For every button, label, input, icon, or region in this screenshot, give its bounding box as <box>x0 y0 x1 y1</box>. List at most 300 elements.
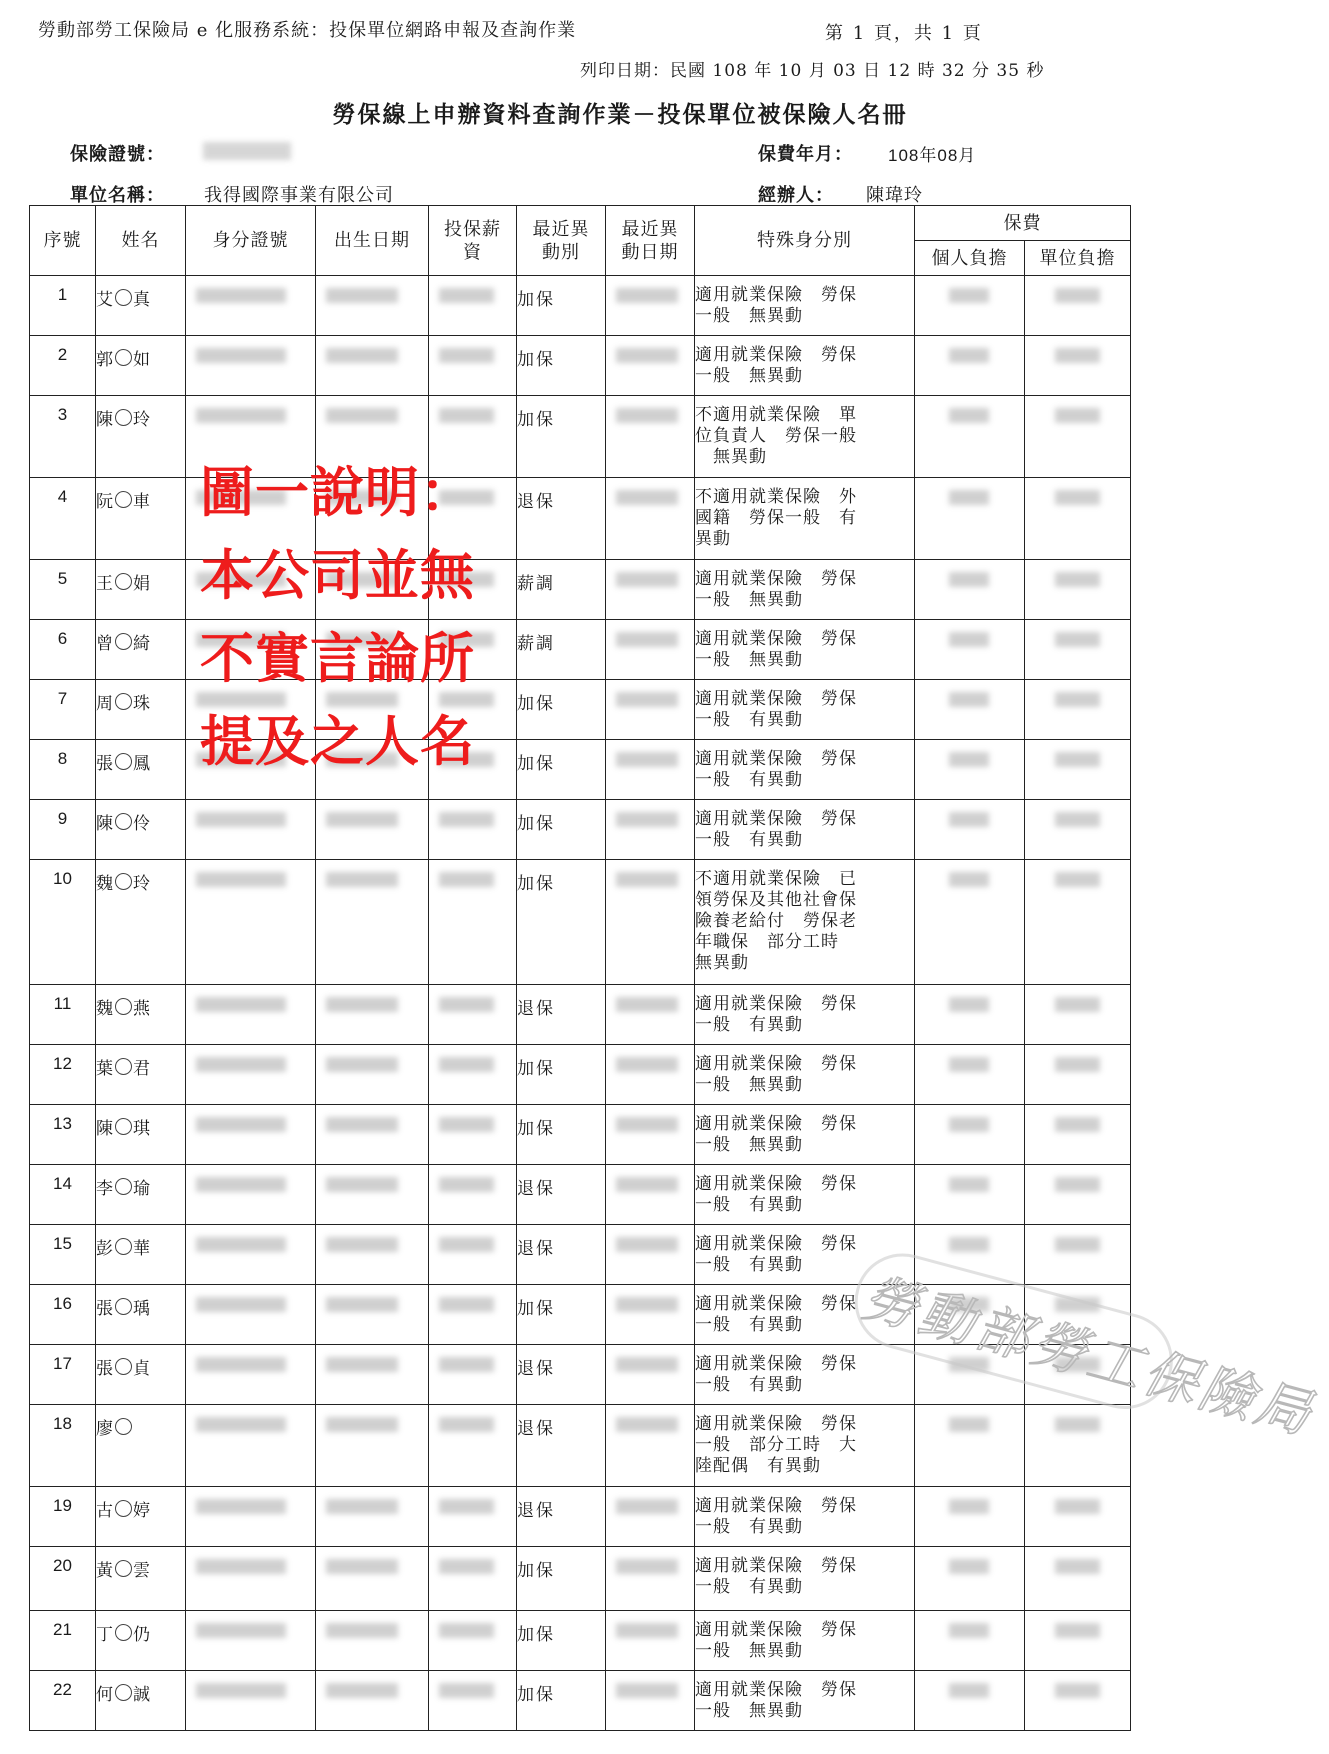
redaction-blur <box>326 1357 398 1372</box>
birth-date-redacted <box>316 1405 429 1487</box>
name-first-char: 古 <box>96 1501 114 1521</box>
salary-redacted <box>429 1045 517 1105</box>
name-last-char: 瑀 <box>133 1299 151 1319</box>
name-mask-circle <box>115 1358 132 1375</box>
redaction-blur <box>1055 1499 1100 1514</box>
change-date-redacted <box>606 1165 695 1225</box>
fee-unit-redacted <box>1025 336 1131 396</box>
redaction-blur <box>1055 490 1100 505</box>
col-header-change-type: 最近異動別 <box>517 206 606 276</box>
agency-watermark-stamp: 勞動部勞工保險局 <box>840 1233 1199 1437</box>
change-type: 加保 <box>517 1671 606 1731</box>
table-row <box>30 1547 1131 1611</box>
table-row <box>30 1671 1131 1731</box>
fee-unit-redacted <box>1025 800 1131 860</box>
insured-name <box>96 620 186 680</box>
redaction-blur <box>949 1357 989 1372</box>
row-number: 18 <box>30 1405 96 1487</box>
birth-date-redacted <box>316 1045 429 1105</box>
redaction-blur <box>196 812 286 827</box>
system-title: 勞動部勞工保險局 e 化服務系統：投保單位網路申報及查詢作業 <box>38 20 577 41</box>
name-first-char: 郭 <box>96 350 114 370</box>
fee-personal-redacted <box>915 478 1025 560</box>
redaction-blur <box>196 1237 286 1252</box>
redaction-blur <box>616 812 678 827</box>
change-date-redacted <box>606 1045 695 1105</box>
name-last-char: 君 <box>133 1059 151 1079</box>
table-row <box>30 478 1131 560</box>
redaction-blur <box>196 1057 286 1072</box>
redaction-blur <box>196 288 286 303</box>
redaction-blur <box>196 1683 286 1698</box>
special-status: 適用就業保險 勞保 一般 有異動 <box>695 800 915 860</box>
redaction-blur <box>616 490 678 505</box>
insurance-cert-label: 保險證號： <box>70 144 165 165</box>
row-number: 11 <box>30 985 96 1045</box>
redaction-blur <box>949 752 989 767</box>
fee-personal-redacted <box>915 1611 1025 1671</box>
name-mask-circle <box>115 873 132 890</box>
redaction-blur <box>616 1057 678 1072</box>
salary-redacted <box>429 1165 517 1225</box>
col-header-fee-personal: 個人負擔 <box>915 241 1025 276</box>
change-type: 加保 <box>517 1045 606 1105</box>
name-first-char: 李 <box>96 1179 114 1199</box>
name-last-char: 貞 <box>133 1359 151 1379</box>
salary-redacted <box>429 1105 517 1165</box>
overlay-note <box>200 629 475 689</box>
name-mask-circle <box>115 1058 132 1075</box>
change-type: 退保 <box>517 1345 606 1405</box>
redaction-blur <box>326 1559 398 1574</box>
redaction-blur <box>616 752 678 767</box>
change-date-redacted <box>606 1225 695 1285</box>
birth-date-redacted <box>316 985 429 1045</box>
redaction-blur <box>326 997 398 1012</box>
redaction-blur <box>949 572 989 587</box>
redaction-blur <box>949 1417 989 1432</box>
redaction-blur <box>616 872 678 887</box>
salary-redacted <box>429 1487 517 1547</box>
redaction-blur <box>949 1237 989 1252</box>
row-number: 13 <box>30 1105 96 1165</box>
id-number-redacted <box>186 1285 316 1345</box>
id-number-redacted <box>186 1165 316 1225</box>
redaction-blur <box>1055 812 1100 827</box>
change-date-redacted <box>606 1105 695 1165</box>
redaction-blur <box>1055 1297 1100 1312</box>
change-type: 加保 <box>517 276 606 336</box>
birth-date-redacted <box>316 276 429 336</box>
change-type: 加保 <box>517 336 606 396</box>
table-row <box>30 336 1131 396</box>
table-row <box>30 1487 1131 1547</box>
insured-name <box>96 800 186 860</box>
name-mask-circle <box>115 289 132 306</box>
redaction-blur <box>1055 1417 1100 1432</box>
table-row <box>30 1105 1131 1165</box>
fee-month-label: 保費年月： <box>758 144 853 165</box>
redaction-blur <box>326 288 398 303</box>
name-last-char: 雲 <box>133 1561 151 1581</box>
name-mask-circle <box>115 1178 132 1195</box>
change-date-redacted <box>606 1345 695 1405</box>
fee-unit-redacted <box>1025 1345 1131 1405</box>
redaction-blur <box>326 1297 398 1312</box>
table-row <box>30 1345 1131 1405</box>
row-number: 17 <box>30 1345 96 1405</box>
col-header-birth: 出生日期 <box>316 206 429 276</box>
change-date-redacted <box>606 276 695 336</box>
insured-roster-table <box>29 205 1131 1731</box>
redaction-blur <box>616 1117 678 1132</box>
redaction-blur <box>439 1057 494 1072</box>
redaction-blur <box>949 1499 989 1514</box>
salary-redacted <box>429 985 517 1045</box>
redaction-blur <box>616 1237 678 1252</box>
redaction-blur <box>326 872 398 887</box>
birth-date-redacted <box>316 860 429 985</box>
fee-unit-redacted <box>1025 1285 1131 1345</box>
name-mask-circle <box>115 1684 132 1701</box>
change-type: 加保 <box>517 740 606 800</box>
redaction-blur <box>1055 1357 1100 1372</box>
overlay-note-line: 提及之人名 <box>200 710 475 773</box>
row-number: 2 <box>30 336 96 396</box>
row-number: 16 <box>30 1285 96 1345</box>
fee-unit-redacted <box>1025 680 1131 740</box>
redaction-blur <box>949 490 989 505</box>
redaction-blur <box>949 288 989 303</box>
row-number: 20 <box>30 1547 96 1611</box>
insured-name <box>96 276 186 336</box>
overlay-note <box>200 546 475 606</box>
name-mask-circle <box>115 1560 132 1577</box>
redaction-blur <box>1055 1237 1100 1252</box>
birth-date-redacted <box>316 1105 429 1165</box>
insurance-cert-value-redacted <box>203 142 291 160</box>
fee-unit-redacted <box>1025 1405 1131 1487</box>
redaction-blur <box>616 1177 678 1192</box>
redaction-blur <box>1055 1683 1100 1698</box>
special-status: 適用就業保險 勞保 一般 有異動 <box>695 1345 915 1405</box>
change-date-redacted <box>606 1547 695 1611</box>
redaction-blur <box>439 288 494 303</box>
fee-personal-redacted <box>915 1225 1025 1285</box>
redaction-blur <box>439 1117 494 1132</box>
fee-unit-redacted <box>1025 860 1131 985</box>
fee-unit-redacted <box>1025 1045 1131 1105</box>
change-type: 加保 <box>517 860 606 985</box>
name-mask-circle <box>115 1118 132 1135</box>
table-row <box>30 1165 1131 1225</box>
fee-personal-redacted <box>915 620 1025 680</box>
col-header-fee-unit: 單位負擔 <box>1025 241 1131 276</box>
redaction-blur <box>326 1683 398 1698</box>
row-number: 10 <box>30 860 96 985</box>
insured-name <box>96 396 186 478</box>
name-last-char: 珠 <box>133 694 151 714</box>
redaction-blur <box>949 1559 989 1574</box>
overlay-note <box>200 712 475 772</box>
redaction-blur <box>326 1117 398 1132</box>
table-row <box>30 396 1131 478</box>
redaction-blur <box>1055 1623 1100 1638</box>
change-type: 退保 <box>517 1165 606 1225</box>
overlay-note-line: 不實言論所 <box>200 627 475 690</box>
redaction-blur <box>1055 632 1100 647</box>
insured-name <box>96 336 186 396</box>
table-row <box>30 680 1131 740</box>
row-number: 21 <box>30 1611 96 1671</box>
name-first-char: 阮 <box>96 492 114 512</box>
fee-personal-redacted <box>915 1285 1025 1345</box>
name-first-char: 黃 <box>96 1561 114 1581</box>
redaction-blur <box>196 872 286 887</box>
special-status: 適用就業保險 勞保 一般 無異動 <box>695 620 915 680</box>
redaction-blur <box>1055 1057 1100 1072</box>
name-first-char: 陳 <box>96 410 114 430</box>
name-mask-circle <box>115 753 132 770</box>
id-number-redacted <box>186 336 316 396</box>
name-last-char: 燕 <box>133 999 151 1019</box>
salary-redacted <box>429 1225 517 1285</box>
table-row <box>30 800 1131 860</box>
redaction-blur <box>616 288 678 303</box>
change-date-redacted <box>606 680 695 740</box>
redaction-blur <box>1055 1559 1100 1574</box>
col-header-name: 姓名 <box>96 206 186 276</box>
redaction-blur <box>1055 752 1100 767</box>
name-mask-circle <box>115 1500 132 1517</box>
redaction-blur <box>949 1177 989 1192</box>
table-row <box>30 860 1131 985</box>
fee-unit-redacted <box>1025 1611 1131 1671</box>
fee-personal-redacted <box>915 680 1025 740</box>
redaction-blur <box>1055 1177 1100 1192</box>
special-status: 適用就業保險 勞保 一般 有異動 <box>695 1225 915 1285</box>
change-type: 加保 <box>517 680 606 740</box>
change-date-redacted <box>606 860 695 985</box>
fee-unit-redacted <box>1025 1165 1131 1225</box>
birth-date-redacted <box>316 1345 429 1405</box>
special-status: 適用就業保險 勞保 一般 無異動 <box>695 1105 915 1165</box>
special-status: 適用就業保險 勞保 一般 有異動 <box>695 1165 915 1225</box>
insured-name <box>96 1345 186 1405</box>
change-type: 加保 <box>517 1285 606 1345</box>
name-first-char: 廖 <box>96 1419 114 1439</box>
name-mask-circle <box>115 349 132 366</box>
salary-redacted <box>429 1345 517 1405</box>
redaction-blur <box>1055 872 1100 887</box>
salary-redacted <box>429 1405 517 1487</box>
redaction-blur <box>949 1057 989 1072</box>
change-type: 薪調 <box>517 560 606 620</box>
redaction-blur <box>949 1117 989 1132</box>
overlay-note <box>200 463 475 523</box>
id-number-redacted <box>186 1045 316 1105</box>
redaction-blur <box>326 1417 398 1432</box>
special-status: 適用就業保險 勞保 一般 有異動 <box>695 1547 915 1611</box>
fee-personal-redacted <box>915 1165 1025 1225</box>
change-date-redacted <box>606 336 695 396</box>
fee-unit-redacted <box>1025 740 1131 800</box>
birth-date-redacted <box>316 336 429 396</box>
redaction-blur <box>439 997 494 1012</box>
change-date-redacted <box>606 1671 695 1731</box>
redaction-blur <box>439 872 494 887</box>
fee-personal-redacted <box>915 1345 1025 1405</box>
redaction-blur <box>616 692 678 707</box>
special-status: 適用就業保險 勞保 一般 無異動 <box>695 1611 915 1671</box>
redaction-blur <box>326 1623 398 1638</box>
name-last-char: 車 <box>133 492 151 512</box>
redaction-blur <box>439 1297 494 1312</box>
fee-unit-redacted <box>1025 396 1131 478</box>
fee-unit-redacted <box>1025 1105 1131 1165</box>
fee-personal-redacted <box>915 1547 1025 1611</box>
insured-name <box>96 1165 186 1225</box>
name-first-char: 張 <box>96 1359 114 1379</box>
fee-personal-redacted <box>915 560 1025 620</box>
table-row <box>30 1611 1131 1671</box>
change-type: 加保 <box>517 396 606 478</box>
name-first-char: 曾 <box>96 634 114 654</box>
redaction-blur <box>326 408 398 423</box>
name-last-char: 瑜 <box>133 1179 151 1199</box>
special-status: 適用就業保險 勞保 一般 無異動 <box>695 336 915 396</box>
redaction-blur <box>1055 692 1100 707</box>
fee-unit-redacted <box>1025 620 1131 680</box>
change-type: 退保 <box>517 1405 606 1487</box>
redaction-blur <box>616 1297 678 1312</box>
table-row <box>30 560 1131 620</box>
special-status: 不適用就業保險 單 位負責人 勞保一般 無異動 <box>695 396 915 478</box>
redaction-blur <box>616 632 678 647</box>
birth-date-redacted <box>316 1165 429 1225</box>
col-header-salary: 投保薪資 <box>429 206 517 276</box>
page-info: 第 1 頁，共 1 頁 <box>825 23 983 44</box>
col-header-no: 序號 <box>30 206 96 276</box>
fee-unit-redacted <box>1025 1487 1131 1547</box>
insured-name <box>96 1487 186 1547</box>
name-mask-circle <box>115 573 132 590</box>
salary-redacted <box>429 1285 517 1345</box>
redaction-blur <box>949 632 989 647</box>
redaction-blur <box>326 812 398 827</box>
fee-personal-redacted <box>915 1045 1025 1105</box>
unit-name-value: 我得國際事業有限公司 <box>204 185 394 206</box>
row-number: 22 <box>30 1671 96 1731</box>
row-number: 15 <box>30 1225 96 1285</box>
name-last-char: 華 <box>133 1239 151 1259</box>
change-date-redacted <box>606 1487 695 1547</box>
fee-unit-redacted <box>1025 276 1131 336</box>
document-title: 勞保線上申辦資料查詢作業－投保單位被保險人名冊 <box>332 101 908 128</box>
special-status: 適用就業保險 勞保 一般 有異動 <box>695 1487 915 1547</box>
redaction-blur <box>1055 997 1100 1012</box>
fee-personal-redacted <box>915 1105 1025 1165</box>
col-header-special: 特殊身分別 <box>695 206 915 276</box>
redaction-blur <box>196 1623 286 1638</box>
redaction-blur <box>949 348 989 363</box>
change-date-redacted <box>606 1405 695 1487</box>
redaction-blur <box>949 997 989 1012</box>
name-first-char: 葉 <box>96 1059 114 1079</box>
redaction-blur <box>949 1623 989 1638</box>
salary-redacted <box>429 336 517 396</box>
salary-redacted <box>429 1671 517 1731</box>
redaction-blur <box>439 1177 494 1192</box>
change-type: 薪調 <box>517 620 606 680</box>
name-last-char: 婷 <box>133 1501 151 1521</box>
name-last-char: 仍 <box>133 1625 151 1645</box>
id-number-redacted <box>186 1611 316 1671</box>
table-row <box>30 1405 1131 1487</box>
redaction-blur <box>326 1177 398 1192</box>
overlay-note-line: 本公司並無 <box>200 544 475 607</box>
table-row <box>30 985 1131 1045</box>
name-last-char: 玲 <box>133 874 151 894</box>
redaction-blur <box>326 348 398 363</box>
name-mask-circle <box>115 998 132 1015</box>
id-number-redacted <box>186 1105 316 1165</box>
name-first-char: 何 <box>96 1685 114 1705</box>
fee-personal-redacted <box>915 1671 1025 1731</box>
insured-name <box>96 740 186 800</box>
fee-month-value: 108年08月 <box>888 146 977 165</box>
change-date-redacted <box>606 1285 695 1345</box>
redaction-blur <box>616 348 678 363</box>
salary-redacted <box>429 1611 517 1671</box>
change-date-redacted <box>606 396 695 478</box>
redaction-blur <box>439 1623 494 1638</box>
salary-redacted <box>429 276 517 336</box>
birth-date-redacted <box>316 1547 429 1611</box>
id-number-redacted <box>186 1225 316 1285</box>
change-date-redacted <box>606 478 695 560</box>
redaction-blur <box>1055 408 1100 423</box>
insured-name <box>96 1405 186 1487</box>
insured-name <box>96 1225 186 1285</box>
row-number: 8 <box>30 740 96 800</box>
redaction-blur <box>1055 572 1100 587</box>
redaction-blur <box>949 812 989 827</box>
change-type: 加保 <box>517 800 606 860</box>
salary-redacted <box>429 1547 517 1611</box>
fee-personal-redacted <box>915 985 1025 1045</box>
redaction-blur <box>326 1057 398 1072</box>
id-number-redacted <box>186 1345 316 1405</box>
change-type: 退保 <box>517 478 606 560</box>
fee-unit-redacted <box>1025 560 1131 620</box>
name-last-char: 如 <box>133 350 151 370</box>
redaction-blur <box>1055 1117 1100 1132</box>
redaction-blur <box>616 1623 678 1638</box>
birth-date-redacted <box>316 1225 429 1285</box>
salary-redacted <box>429 800 517 860</box>
redaction-blur <box>616 408 678 423</box>
name-first-char: 魏 <box>96 999 114 1019</box>
redaction-blur <box>949 692 989 707</box>
redaction-blur <box>196 1297 286 1312</box>
redaction-blur <box>949 1297 989 1312</box>
fee-unit-redacted <box>1025 1671 1131 1731</box>
redaction-blur <box>949 1683 989 1698</box>
insured-name <box>96 680 186 740</box>
table-row <box>30 620 1131 680</box>
redaction-blur <box>326 1237 398 1252</box>
